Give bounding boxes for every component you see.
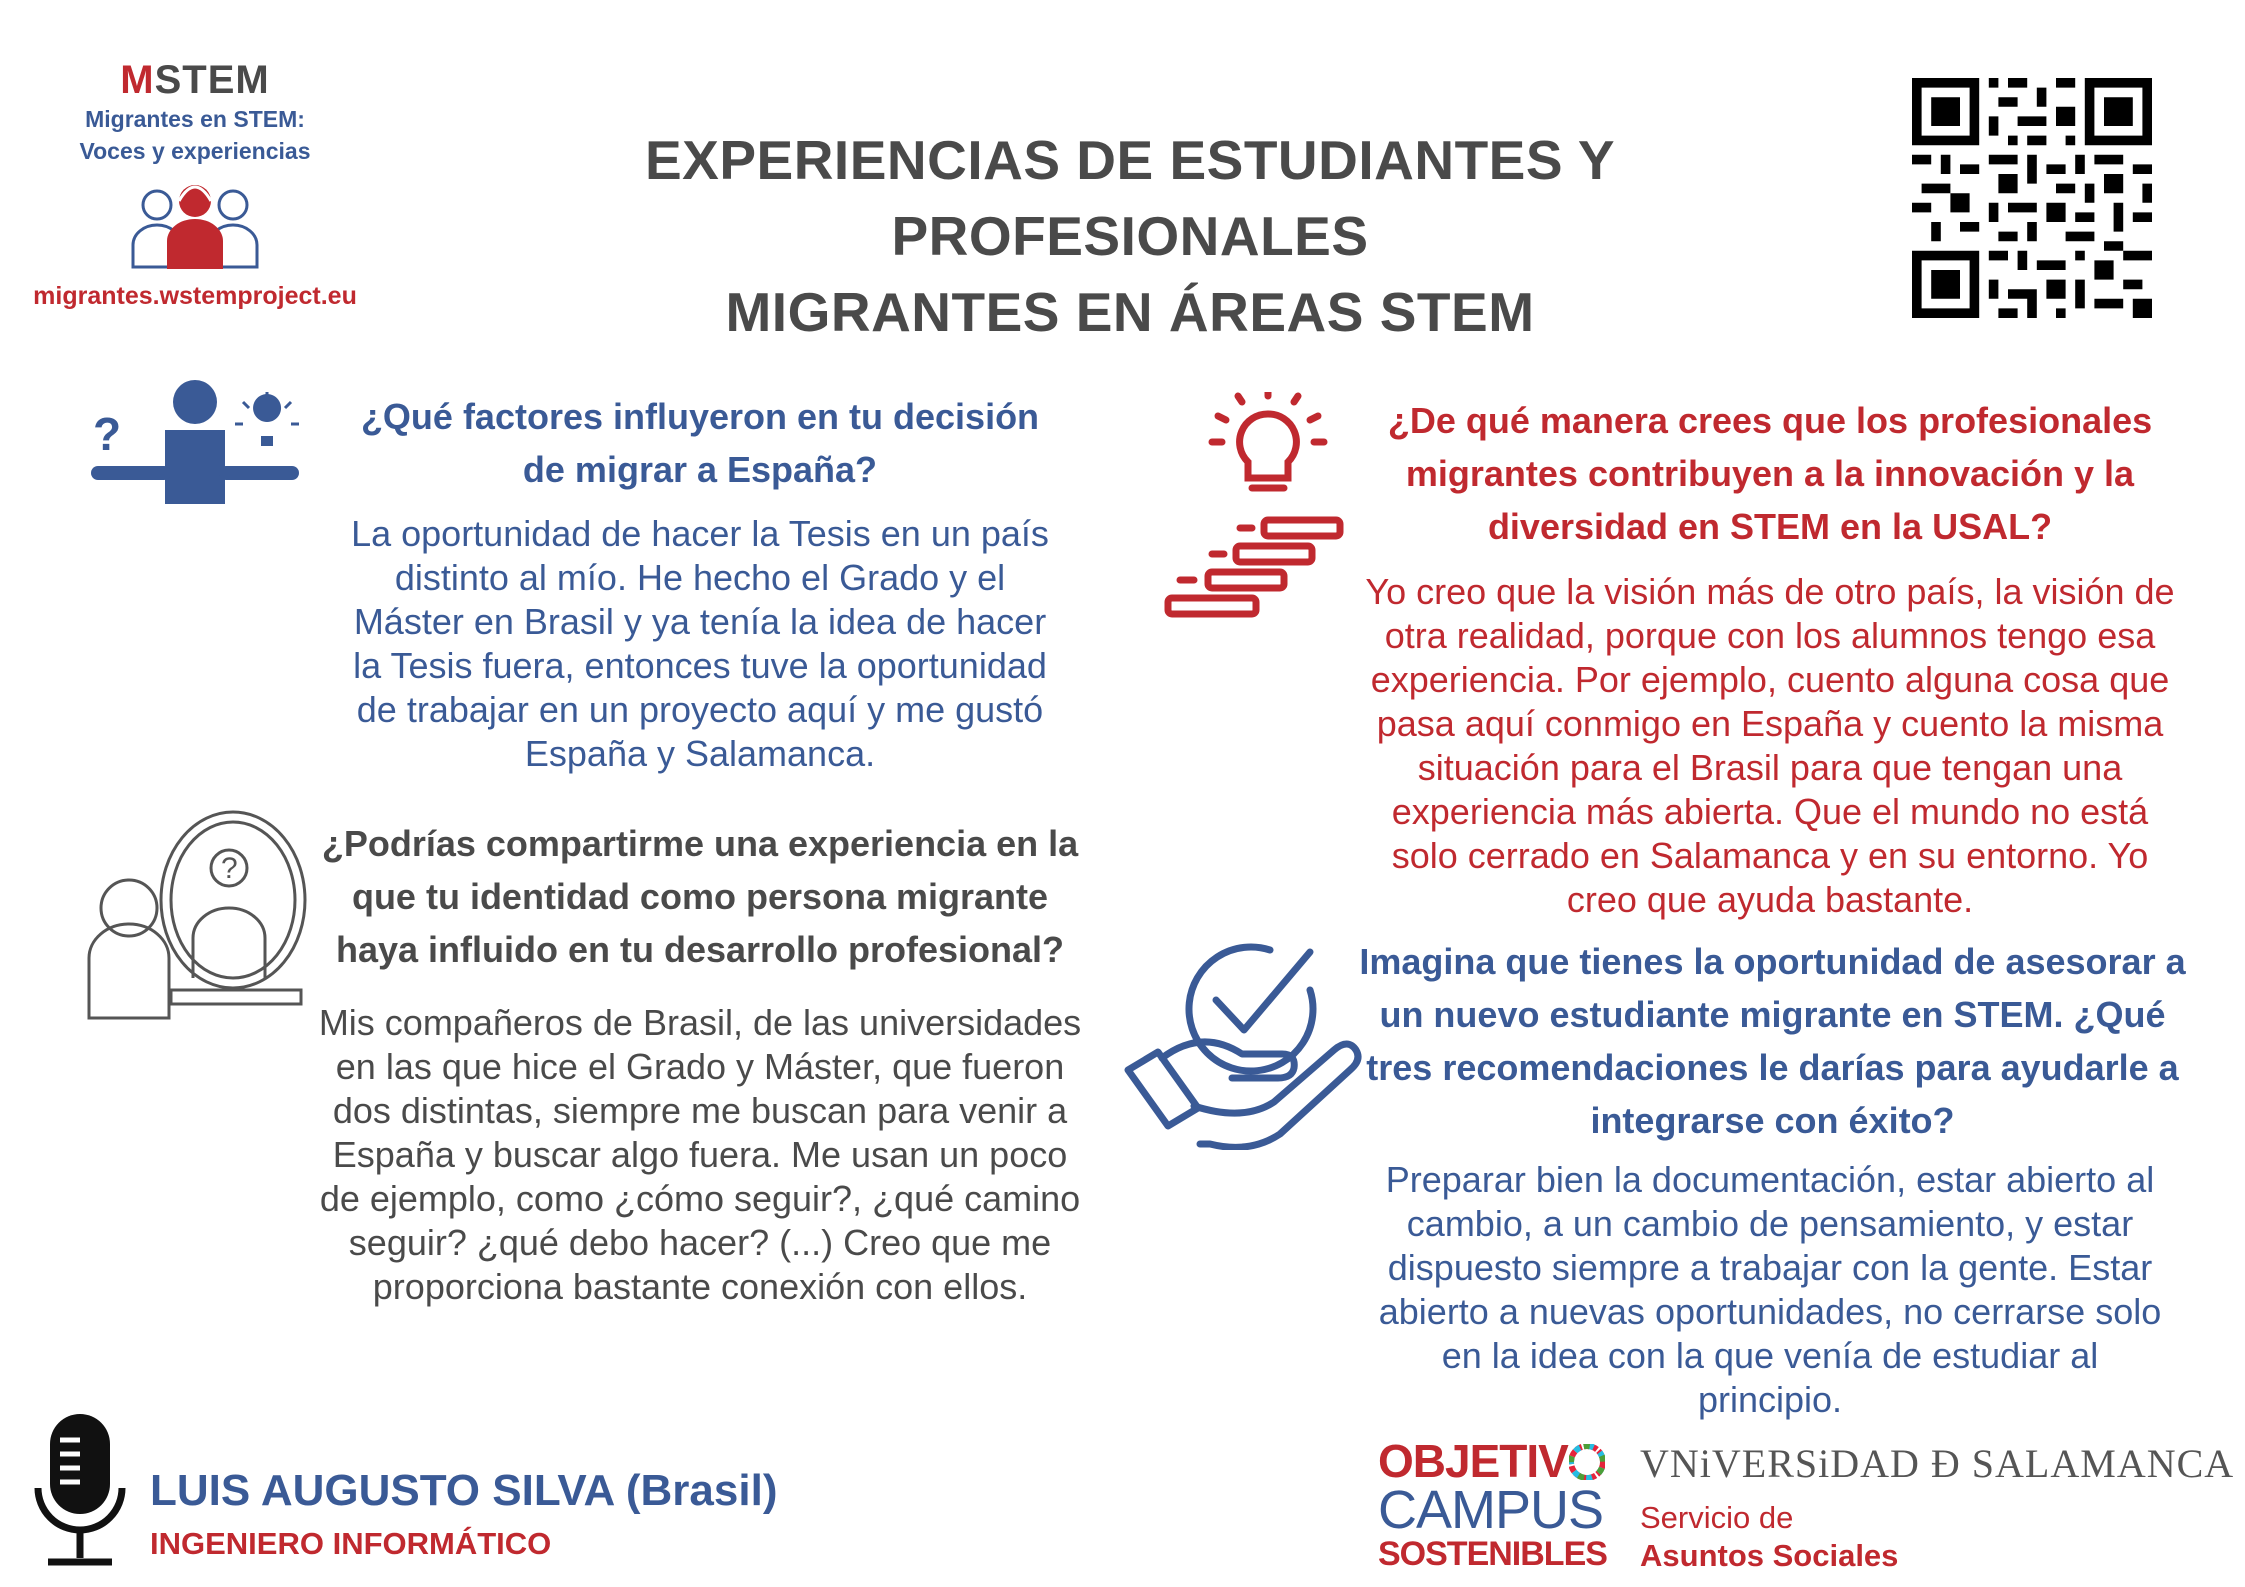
identity-mirror-icon — [85, 808, 310, 1023]
person-name: LUIS AUGUSTO SILVA (Brasil) — [150, 1466, 778, 1515]
logo-subtitle-2: Voces y experiencias — [79, 138, 311, 164]
person-role: INGENIERO INFORMÁTICO — [150, 1526, 552, 1561]
title-line-2: MIGRANTES EN ÁREAS STEM — [725, 281, 1535, 343]
qr-code[interactable] — [1912, 78, 2152, 318]
answer-2: Mis compañeros de Brasil, de las universidades en las que hice el Grado y Máster, que fueron dos distintas, siempre me buscan para venir a España y buscar algo fuera. Me usan un poco de ejemplo, como ¿cómo seguir?, ¿qué camino seguir? ¿qué debo hacer? (...) Creo que me proporciona bastante conexión con ellos. — [318, 1002, 1082, 1307]
campus-text: CAMPUS — [1378, 1480, 1604, 1540]
brand-m: M — [120, 58, 155, 102]
sdg-wheel-icon — [1569, 1444, 1605, 1480]
objetivo-label: OBJETIV — [1378, 1435, 1568, 1487]
mstem-logo — [20, 58, 370, 311]
question-3: ¿De qué manera crees que los profesionales migrantes contribuyen a la innovación y la diversidad en STEM en la USAL? — [1387, 400, 2153, 547]
question-2: ¿Podrías compartirme una experiencia en la que tu identidad como persona migrante haya influido en tu desarrollo profesional? — [321, 823, 1079, 970]
objetivo-text — [1378, 1435, 1618, 1487]
website-link[interactable]: migrantes.wstemproject.eu — [33, 282, 357, 310]
microphone-icon — [30, 1410, 130, 1570]
page-title — [420, 122, 1840, 350]
university-name: VNiVERSiDAD Ð SALAMANCA — [1640, 1441, 2235, 1486]
service-label-2: Asuntos Sociales — [1640, 1538, 1899, 1573]
innovation-stairs-icon — [1160, 392, 1360, 632]
objetivo-campus-logo — [1378, 1435, 1618, 1573]
question-4: Imagina que tienes la oportunidad de asesorar a un nuevo estudiante migrante en STEM. ¿Qué tres recomendaciones le darías para ayudarle a integrarse con éxito? — [1359, 941, 2186, 1141]
brand-rest: STEM — [154, 58, 270, 102]
question-1: ¿Qué factores influyeron en tu decisión de migrar a España? — [360, 396, 1040, 490]
logo-subtitle-1: Migrantes en STEM: — [85, 106, 305, 132]
svg-text:?: ? — [93, 408, 122, 460]
service-label-1: Servicio de — [1640, 1500, 1794, 1535]
people-group-icon — [125, 175, 265, 271]
svg-text:?: ? — [221, 852, 238, 885]
title-line-1: EXPERIENCIAS DE ESTUDIANTES Y PROFESIONALES — [644, 129, 1616, 267]
hand-checkmark-icon — [1122, 930, 1362, 1150]
brand-name — [20, 58, 370, 103]
person-decision-icon — [85, 378, 305, 508]
sostenibles-text: SOSTENIBLES — [1378, 1535, 1607, 1573]
answer-4: Preparar bien la documentación, estar abierto al cambio, a un cambio de pensamiento, y estar dispuesto siempre a trabajar con la gente. Estar abierto a nuevas oportunidades, no cerrarse solo en la idea con la que venía de estudiar al principio. — [1378, 1159, 2162, 1420]
answer-3: Yo creo que la visión más de otro país, la visión de otra realidad, porque con los alumnos tengo esa experiencia. Por ejemplo, cuento alguna cosa que pasa aquí conmigo en España y cuento la misma situación para el Brasil para que tengan una experiencia más abierta. Que el mundo no está solo cerrado en Salamanca y en su entorno. Yo creo que ayuda bastante. — [1365, 571, 2175, 920]
answer-1: La oportunidad de hacer la Tesis en un país distinto al mío. He hecho el Grado y el Máster en Brasil y ya tenía la idea de hacer la Tesis fuera, entonces tuve la oportunidad de trabajar en un proyecto aquí y me gustó España y Salamanca. — [351, 513, 1049, 774]
